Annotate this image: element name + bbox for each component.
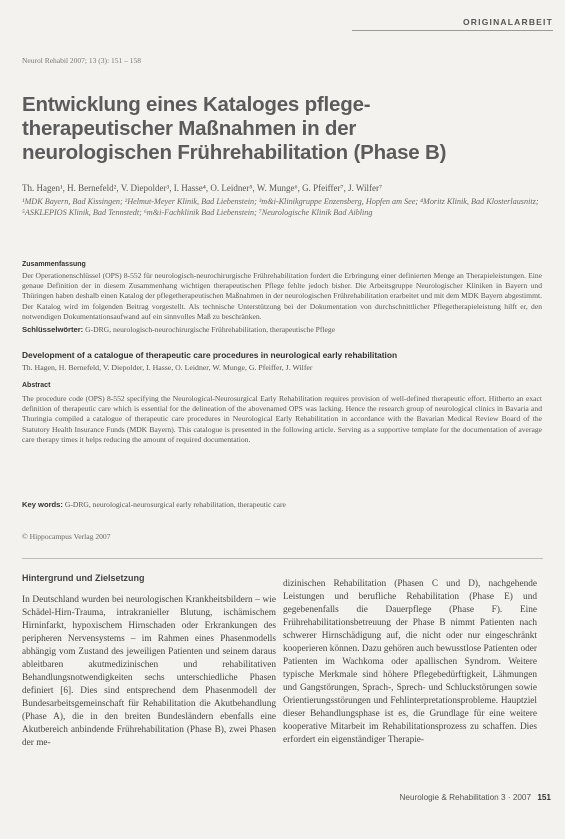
copyright: © Hippocampus Verlag 2007 <box>22 532 111 541</box>
abstract-en-text: The procedure code (OPS) 8-552 specifying the Neurological-Neurosurgical Early Rehabilitation requires provision of well-defined therapeutic effort. Hitherto an exact definition of therapeutic care which is essential for the delineation of the abovenamed OPS was lacking. Hence the research group of neurological clinics in Bavaria and Thuringia compiled a catalogue of therapeutic care procedures in Neurological Early Rehabilitation in accordance with the Bavarian Medical Review Board of the Statutory Health Insurance Funds (MDK Bayern). This catalogue is presented in the following article. Serving as a supportive template for the documentation of average care therapy times it helps reducing the amount of required documentation. <box>22 394 542 444</box>
page-footer <box>400 793 552 802</box>
right-column-text: dizinischen Rehabilitation (Phasen C und D), nachgehende Leistungen und berufliche Rehabilitation (Phase E) und gegebenenfalls die Dauerpflege (Phase F). Eine Frührehabilitationsbetreuung der Phase B nimmt Patienten nach schwerer Hirnschädigung auf, die nicht oder nur eingeschränkt kooperieren können. Dazu gehören auch bewusstlose Patienten oder Patienten im Wachkoma oder apallischen Syndrom. Weitere typische Merkmale sind höhere Pflegebedürftigkeit, Lähmungen und Gangstörungen, Sprach-, Sprech- und Schluckstörungen sowie Orientierungsstörungen und Fehlinterpretationsprobleme. Hauptziel dieser Behandlungsphase ist es, die Grundlage für eine weitere kooperative Mitarbeit im Rehabilitationsprozess zu schaffen. Dies erfordert ein eigenständiger Therapie- <box>283 579 537 745</box>
keywords-en <box>22 500 542 510</box>
abstract-en-heading: Abstract <box>22 382 51 389</box>
english-title: Development of a catalogue of therapeutic care procedures in neurological early rehabilitation <box>22 350 398 360</box>
footer-journal: Neurologie & Rehabilitation 3 · 2007 <box>399 793 532 802</box>
left-column-text: In Deutschland wurden bei neurologischen Krankheitsbildern – wie Schädel-Hirn-Trauma, intrakranieller Blutung, ischämischem Hirninfarkt, hypoxischem Hirnschaden oder Erkrankungen des peripheren Nervensystems – im Rahmen eines Phasenmodells abhängig vom Zustand des jeweiligen Patienten und seinem daraus ableitbaren akutmedizinischen und rehabilitativen Behandlungsnotwendigkeiten sechs unterschiedliche Phasen definiert [6]. Dies sind entsprechend dem Phasenmodell der Bundesarbeitsgemeinschaft für Rehabilitation die Akutbehandlung (Phase A), die in den breiten Bundesländern ebenfalls eine Akutbereich anbindende Frührehabilitation (Phase B), zwei Phasen der me- <box>22 595 276 748</box>
abstract-de-text: Der Operationenschlüssel (OPS) 8-552 für neurologisch-neurochirurgische Frührehabilitation fordert die Erbringung einer definierten Menge an Therapieleistungen. Eine genaue Definition der in diesem Zusammenhang wichtigen therapeutischen Pflege fehlte jedoch bisher. Die Arbeitsgruppe Neurologischer Kliniken in Bayern und Thüringen haben deshalb einen Katalog der pflegetherapeutischen Maßnahmen in der neurologischen Frührehabilitation erarbeitet und mit dem MDK Bayern abgestimmt. Der Katalog wird im folgenden Beitrag vorgestellt. Als technische Unterstützung bei der Dokumentation von durchschnittlicher Pflegetherapieleistung hilft er, den notwendigen Dokumentationsaufwand auf ein sinnvolles Maß zu beschränken. <box>22 271 542 321</box>
affiliations: ¹MDK Bayern, Bad Kissingen; ²Helmut-Meyer Klinik, Bad Liebenstein; ³m&i-Klinikgruppe Enzensberg, Hopfen am See; ⁴Moritz Klinik, Bad Klosterlausnitz; ⁵ASKLEPIOS Klinik, Bad Tennstedt; ⁶m&i-Fachklinik Bad Liebenstein; ⁷Neurologische Klinik Bad Aibling <box>22 197 539 217</box>
keywords-de-label: Schlüsselwörter: <box>22 325 84 334</box>
keywords-en-label: Key words: <box>22 500 63 509</box>
section-heading: Hintergrund und Zielsetzung <box>22 573 145 583</box>
keywords-en-text: G-DRG, neurological-neurosurgical early rehabilitation, therapeutic care <box>64 500 286 509</box>
keywords-de <box>22 325 542 335</box>
section-divider <box>22 558 543 559</box>
page-number: 151 <box>537 793 551 802</box>
article-title: Entwicklung eines Kataloges pflege-therapeutischer Maßnahmen in der neurologischen Frührehabilitation (Phase B) <box>22 93 447 164</box>
english-authors: Th. Hagen, H. Bernefeld, V. Diepolder, I. Hasse, O. Leidner, W. Munge, G. Pfeiffer, J. Wilfer <box>22 363 313 372</box>
header-rule <box>352 30 553 31</box>
keywords-de-text: G-DRG, neurologisch-neurochirurgische Frührehabilitation, therapeutische Pflege <box>85 325 336 334</box>
citation: Neurol Rehabil 2007; 13 (3): 151 – 158 <box>22 56 141 65</box>
abstract-de-heading: Zusammenfassung <box>22 261 86 268</box>
section-label: ORIGINALARBEIT <box>463 17 553 27</box>
authors: Th. Hagen¹, H. Bernefeld², V. Diepolder³, I. Hasse⁴, O. Leidner⁵, W. Munge⁶, G. Pfeiffer⁷, J. Wilfer⁷ <box>22 183 383 193</box>
